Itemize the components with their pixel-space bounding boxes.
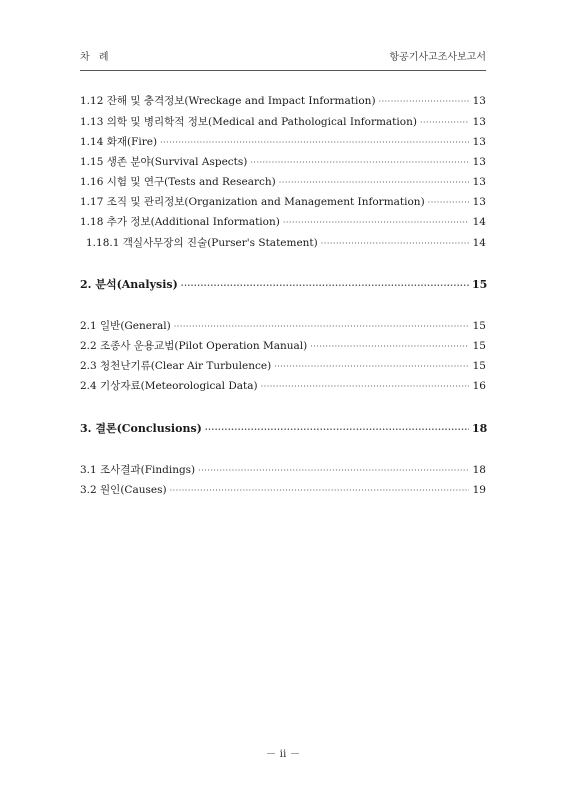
page-number: － ii － [265, 748, 301, 760]
toc-entry[interactable] [80, 338, 486, 354]
toc-entry[interactable] [80, 134, 486, 150]
toc-entry[interactable] [80, 462, 486, 478]
toc-entry[interactable] [80, 174, 486, 190]
toc-leader-dots [181, 277, 469, 293]
toc-entry-page: 15 [472, 278, 488, 291]
toc-entry-page: 15 [472, 320, 486, 332]
toc-entry[interactable] [80, 93, 486, 109]
toc-entry-page: 14 [472, 216, 486, 228]
toc-chapter-entry[interactable] [80, 277, 486, 293]
toc-entry-label: 2.2 조종사 운용교범(Pilot Operation Manual) [80, 340, 308, 352]
toc-leader-dots [283, 215, 469, 231]
toc-entry-label: 3. 결론(Conclusions) [80, 422, 202, 435]
toc-entry[interactable] [80, 358, 486, 374]
toc-entry[interactable] [80, 114, 486, 130]
toc-entry[interactable] [80, 482, 486, 498]
header-divider [80, 70, 486, 71]
toc-entry-page: 16 [472, 380, 486, 392]
toc-leader-dots [279, 175, 469, 191]
toc-leader-dots [420, 115, 469, 131]
toc-leader-dots [321, 236, 469, 252]
toc-leader-dots [250, 155, 469, 171]
toc-entry[interactable] [80, 214, 486, 230]
header-title-toc: 차 례 [80, 52, 112, 63]
toc-entry-label: 1.16 시험 및 연구(Tests and Research) [80, 176, 276, 188]
toc-entry-label: 2. 분석(Analysis) [80, 278, 178, 291]
toc-entry-page: 13 [472, 136, 486, 148]
toc-entry-page: 14 [472, 237, 486, 249]
toc-entry[interactable] [80, 378, 486, 394]
toc-entry-page: 19 [472, 484, 486, 496]
toc-entry-label: 2.3 청천난기류(Clear Air Turbulence) [80, 360, 272, 372]
toc-entry-label: 1.12 잔해 및 충격정보(Wreckage and Impact Information) [80, 95, 376, 107]
toc-leader-dots [261, 379, 469, 395]
toc-entry-page: 15 [472, 340, 486, 352]
toc-leader-dots [174, 319, 469, 335]
toc-entry-label: 1.18.1 객실사무장의 진술(Purser's Statement) [86, 237, 318, 249]
toc-entry-page: 15 [472, 360, 486, 372]
page-header [80, 48, 486, 68]
toc-entry[interactable] [80, 154, 486, 170]
toc-entry-page: 13 [472, 156, 486, 168]
toc-entry-label: 1.14 화재(Fire) [80, 136, 158, 148]
toc-entry-page: 13 [472, 196, 486, 208]
toc-entry-page: 18 [472, 422, 488, 435]
toc-entry-label: 1.17 조직 및 관리정보(Organization and Management Information) [80, 196, 425, 208]
toc-entry-label: 1.15 생존 분야(Survival Aspects) [80, 156, 248, 168]
toc-leader-dots [198, 463, 469, 479]
toc-entry-page: 13 [472, 116, 486, 128]
toc-leader-dots [310, 339, 469, 355]
toc-chapter-entry[interactable] [80, 421, 486, 437]
toc-leader-dots [160, 135, 469, 151]
toc-entry-label: 1.18 추가 정보(Additional Information) [80, 216, 280, 228]
toc-leader-dots [205, 421, 469, 437]
toc-entry[interactable] [80, 194, 486, 210]
toc-entry-label: 3.1 조사결과(Findings) [80, 464, 196, 476]
toc-entry-label: 2.4 기상자료(Meteorological Data) [80, 380, 258, 392]
header-report-title: 항공기사고조사보고서 [389, 52, 486, 63]
toc-leader-dots [274, 359, 469, 375]
toc-entry-page: 13 [472, 176, 486, 188]
toc-entry-label: 2.1 일반(General) [80, 320, 171, 332]
toc-leader-dots [379, 94, 469, 110]
toc-leader-dots [428, 195, 469, 211]
toc-entry-label: 1.13 의학 및 병리학적 정보(Medical and Pathological Information) [80, 116, 417, 128]
toc-entry-page: 18 [472, 464, 486, 476]
toc-entry[interactable] [80, 318, 486, 334]
toc-entry-label: 3.2 원인(Causes) [80, 484, 167, 496]
toc-entry-page: 13 [472, 95, 486, 107]
toc-entry[interactable] [86, 235, 486, 251]
toc-leader-dots [170, 483, 469, 499]
